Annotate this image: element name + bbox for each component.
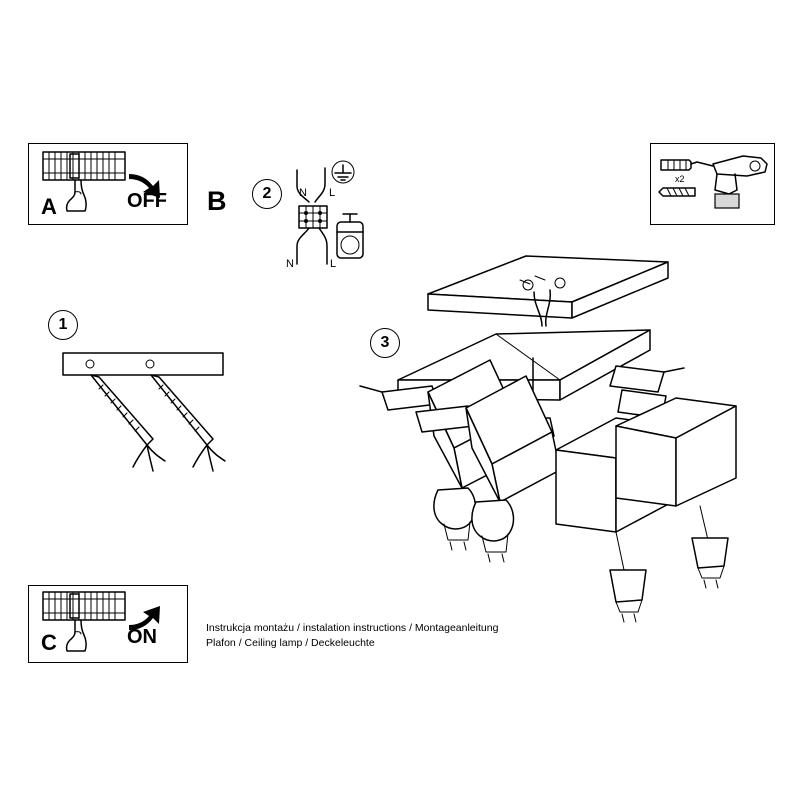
screw-icon xyxy=(659,188,695,196)
step-c-letter: C xyxy=(41,630,57,655)
ceiling-lamp-assembly-illustration xyxy=(320,240,770,640)
wiring-label-n-bottom: N xyxy=(286,258,294,270)
wall-plug-icon xyxy=(661,160,691,170)
mounting-plate-illustration xyxy=(55,345,270,495)
step-c-panel xyxy=(28,585,188,663)
tools-panel xyxy=(650,143,775,225)
screw-left xyxy=(91,375,165,471)
spot-front-right xyxy=(616,390,736,588)
wiring-label-l-bottom: L xyxy=(330,258,337,270)
drill-icon xyxy=(691,156,767,208)
footer-line-2: Plafon / Ceiling lamp / Deckeleuchte xyxy=(206,637,375,649)
svg-text:x2: x2 xyxy=(675,174,685,184)
step-b-letter: B xyxy=(207,186,227,216)
step-1-number xyxy=(48,310,78,340)
step-1-number-label: 1 xyxy=(58,316,68,333)
step-a-panel xyxy=(28,143,188,225)
step-3-number-label: 3 xyxy=(380,334,390,351)
step-2-number-label: 2 xyxy=(262,185,272,202)
footer-line-1: Instrukcja montażu / instalation instructions / Montageanleitung xyxy=(206,622,499,634)
step-a-letter: A xyxy=(41,194,57,219)
wiring-label-n-top: N xyxy=(299,187,307,199)
step-a-state-label: OFF xyxy=(127,190,167,212)
earth-ground-icon xyxy=(332,161,354,183)
wiring-label-l-top: L xyxy=(329,187,336,199)
screw-right xyxy=(151,375,225,471)
drill-and-screws-illustration xyxy=(651,144,773,223)
step-c-state-label: ON xyxy=(127,626,157,648)
